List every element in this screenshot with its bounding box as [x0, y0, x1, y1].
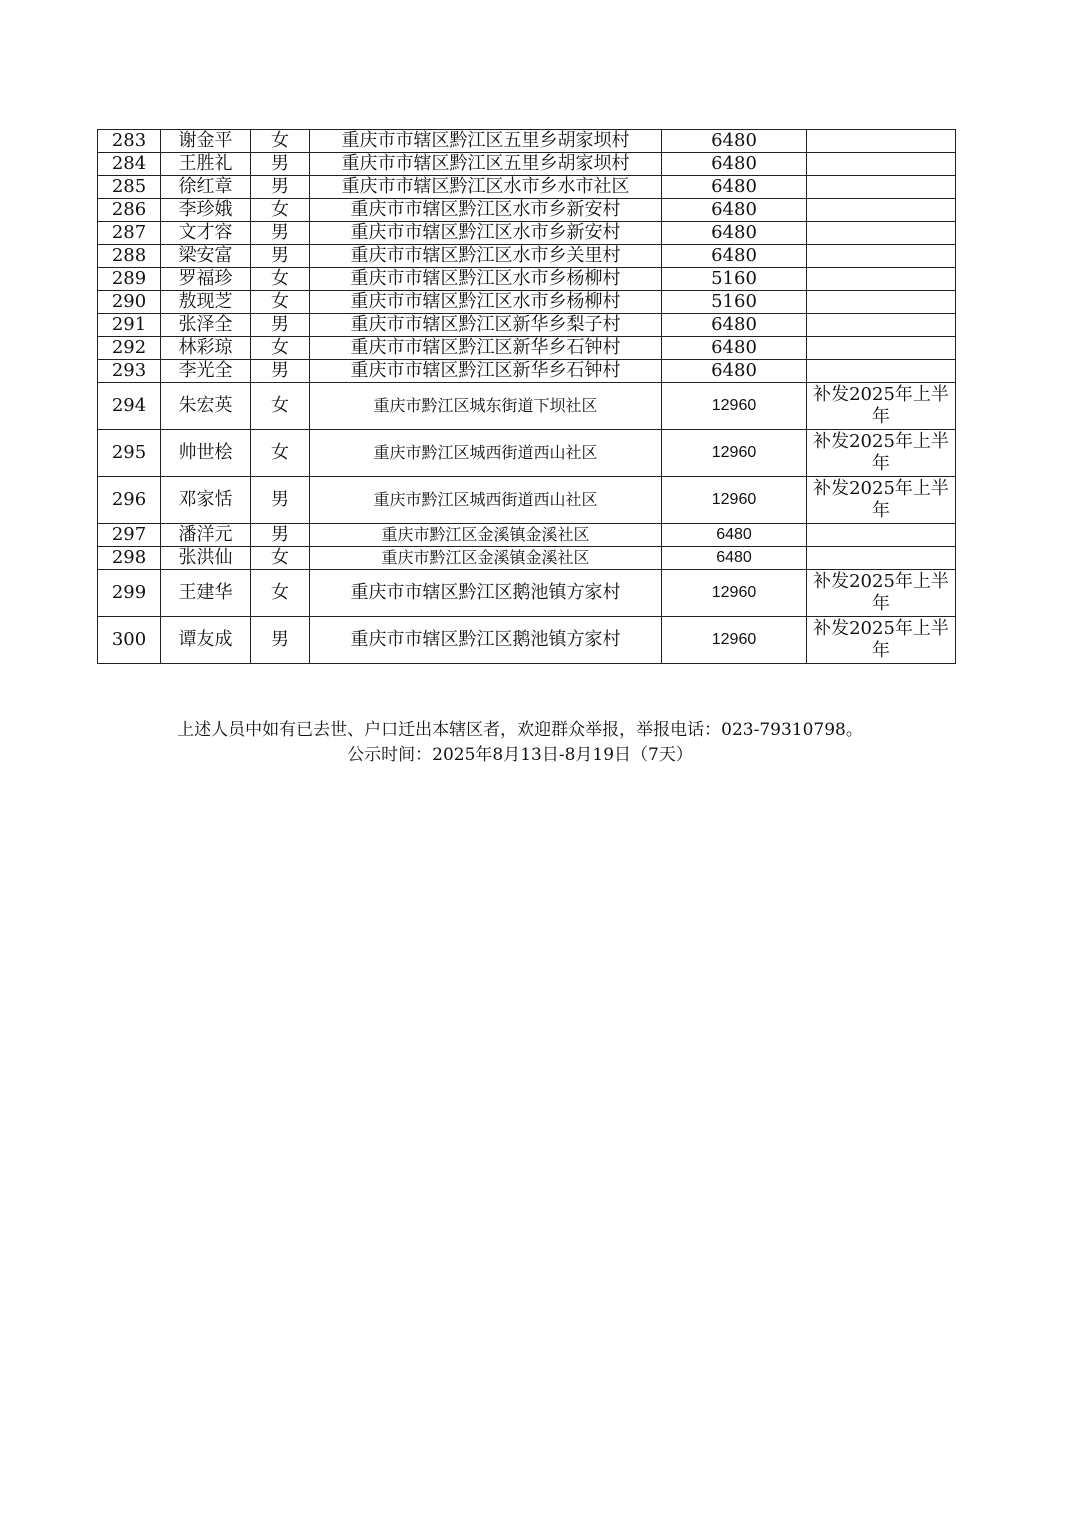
row-name: 罗福珍: [161, 268, 251, 291]
row-sex: 女: [251, 268, 310, 291]
table-row: [98, 153, 956, 176]
row-name: 敖现芝: [161, 291, 251, 314]
table-row: [98, 547, 956, 570]
row-amount: 6480: [662, 199, 807, 222]
table-row: [98, 430, 956, 477]
row-address: 重庆市市辖区黔江区新华乡石钟村: [310, 360, 662, 383]
table-row: [98, 383, 956, 430]
table-row: [98, 245, 956, 268]
row-amount: 6480: [662, 314, 807, 337]
row-sex: 男: [251, 617, 310, 664]
row-amount: 6480: [662, 547, 807, 570]
row-address: 重庆市市辖区黔江区新华乡梨子村: [310, 314, 662, 337]
row-address: 重庆市市辖区黔江区水市乡杨柳村: [310, 291, 662, 314]
row-sex: 男: [251, 153, 310, 176]
row-amount: 12960: [662, 570, 807, 617]
row-sex: 男: [251, 314, 310, 337]
table-body: [98, 130, 956, 664]
row-name: 帅世桧: [161, 430, 251, 477]
row-note: [807, 547, 956, 570]
row-amount: 12960: [662, 477, 807, 524]
row-address: 重庆市市辖区黔江区新华乡石钟村: [310, 337, 662, 360]
row-address: 重庆市市辖区黔江区鹅池镇方家村: [310, 570, 662, 617]
row-name: 谢金平: [161, 130, 251, 153]
row-amount: 6480: [662, 524, 807, 547]
row-note: [807, 291, 956, 314]
row-note: [807, 268, 956, 291]
row-amount: 6480: [662, 176, 807, 199]
row-note: [807, 153, 956, 176]
table-row: [98, 570, 956, 617]
table-row: [98, 176, 956, 199]
row-address: 重庆市黔江区金溪镇金溪社区: [310, 524, 662, 547]
row-sex: 女: [251, 430, 310, 477]
row-name: 梁安富: [161, 245, 251, 268]
row-amount: 6480: [662, 245, 807, 268]
row-address: 重庆市黔江区金溪镇金溪社区: [310, 547, 662, 570]
row-note: [807, 314, 956, 337]
row-sex: 男: [251, 245, 310, 268]
row-number: 288: [98, 245, 161, 268]
row-note: 补发2025年上半年: [807, 617, 956, 664]
row-note: [807, 337, 956, 360]
table-row: [98, 222, 956, 245]
row-number: 294: [98, 383, 161, 430]
row-note: [807, 245, 956, 268]
footer: [97, 718, 943, 768]
row-number: 295: [98, 430, 161, 477]
table-row: [98, 291, 956, 314]
row-note: [807, 222, 956, 245]
report-notice: 上述人员中如有已去世、户口迁出本辖区者，欢迎群众举报，举报电话：023-79310798。: [177, 720, 863, 740]
table-row: [98, 199, 956, 222]
row-name: 张洪仙: [161, 547, 251, 570]
row-sex: 男: [251, 360, 310, 383]
row-amount: 6480: [662, 360, 807, 383]
row-sex: 女: [251, 199, 310, 222]
row-address: 重庆市市辖区黔江区鹅池镇方家村: [310, 617, 662, 664]
row-name: 李珍娥: [161, 199, 251, 222]
row-amount: 6480: [662, 337, 807, 360]
row-amount: 5160: [662, 268, 807, 291]
row-address: 重庆市黔江区城西街道西山社区: [310, 430, 662, 477]
row-note: 补发2025年上半年: [807, 430, 956, 477]
row-number: 286: [98, 199, 161, 222]
row-name: 王建华: [161, 570, 251, 617]
row-amount: 12960: [662, 430, 807, 477]
table-row: [98, 314, 956, 337]
table-row: [98, 130, 956, 153]
row-name: 张泽全: [161, 314, 251, 337]
recipient-table: [97, 129, 956, 664]
publicity-period: 公示时间：2025年8月13日-8月19日（7天）: [347, 745, 693, 765]
row-name: 邓家恬: [161, 477, 251, 524]
row-number: 298: [98, 547, 161, 570]
row-address: 重庆市市辖区黔江区水市乡新安村: [310, 222, 662, 245]
row-address: 重庆市市辖区黔江区五里乡胡家坝村: [310, 153, 662, 176]
table-row: [98, 360, 956, 383]
row-note: [807, 130, 956, 153]
row-note: [807, 524, 956, 547]
row-address: 重庆市黔江区城东街道下坝社区: [310, 383, 662, 430]
row-number: 283: [98, 130, 161, 153]
table-row: [98, 337, 956, 360]
row-name: 徐红章: [161, 176, 251, 199]
row-name: 潘洋元: [161, 524, 251, 547]
row-name: 谭友成: [161, 617, 251, 664]
row-sex: 女: [251, 570, 310, 617]
table-row: [98, 477, 956, 524]
row-sex: 女: [251, 547, 310, 570]
row-number: 285: [98, 176, 161, 199]
row-name: 李光全: [161, 360, 251, 383]
row-name: 文才容: [161, 222, 251, 245]
row-number: 284: [98, 153, 161, 176]
row-number: 300: [98, 617, 161, 664]
row-note: 补发2025年上半年: [807, 570, 956, 617]
row-number: 297: [98, 524, 161, 547]
row-name: 王胜礼: [161, 153, 251, 176]
row-address: 重庆市市辖区黔江区水市乡关里村: [310, 245, 662, 268]
row-name: 林彩琼: [161, 337, 251, 360]
row-sex: 女: [251, 130, 310, 153]
row-address: 重庆市市辖区黔江区水市乡新安村: [310, 199, 662, 222]
row-sex: 男: [251, 524, 310, 547]
row-number: 296: [98, 477, 161, 524]
row-address: 重庆市黔江区城西街道西山社区: [310, 477, 662, 524]
row-number: 289: [98, 268, 161, 291]
row-amount: 5160: [662, 291, 807, 314]
row-note: 补发2025年上半年: [807, 477, 956, 524]
row-amount: 6480: [662, 130, 807, 153]
row-address: 重庆市市辖区黔江区水市乡水市社区: [310, 176, 662, 199]
row-sex: 女: [251, 291, 310, 314]
row-name: 朱宏英: [161, 383, 251, 430]
row-number: 287: [98, 222, 161, 245]
row-note: 补发2025年上半年: [807, 383, 956, 430]
row-number: 293: [98, 360, 161, 383]
table-row: [98, 617, 956, 664]
row-sex: 男: [251, 176, 310, 199]
table-row: [98, 524, 956, 547]
row-number: 299: [98, 570, 161, 617]
row-number: 290: [98, 291, 161, 314]
row-address: 重庆市市辖区黔江区水市乡杨柳村: [310, 268, 662, 291]
row-note: [807, 176, 956, 199]
row-sex: 男: [251, 222, 310, 245]
row-amount: 6480: [662, 153, 807, 176]
row-address: 重庆市市辖区黔江区五里乡胡家坝村: [310, 130, 662, 153]
table-row: [98, 268, 956, 291]
row-sex: 女: [251, 383, 310, 430]
row-amount: 6480: [662, 222, 807, 245]
row-amount: 12960: [662, 617, 807, 664]
row-note: [807, 360, 956, 383]
row-amount: 12960: [662, 383, 807, 430]
row-number: 291: [98, 314, 161, 337]
row-sex: 女: [251, 337, 310, 360]
row-note: [807, 199, 956, 222]
row-number: 292: [98, 337, 161, 360]
row-sex: 男: [251, 477, 310, 524]
